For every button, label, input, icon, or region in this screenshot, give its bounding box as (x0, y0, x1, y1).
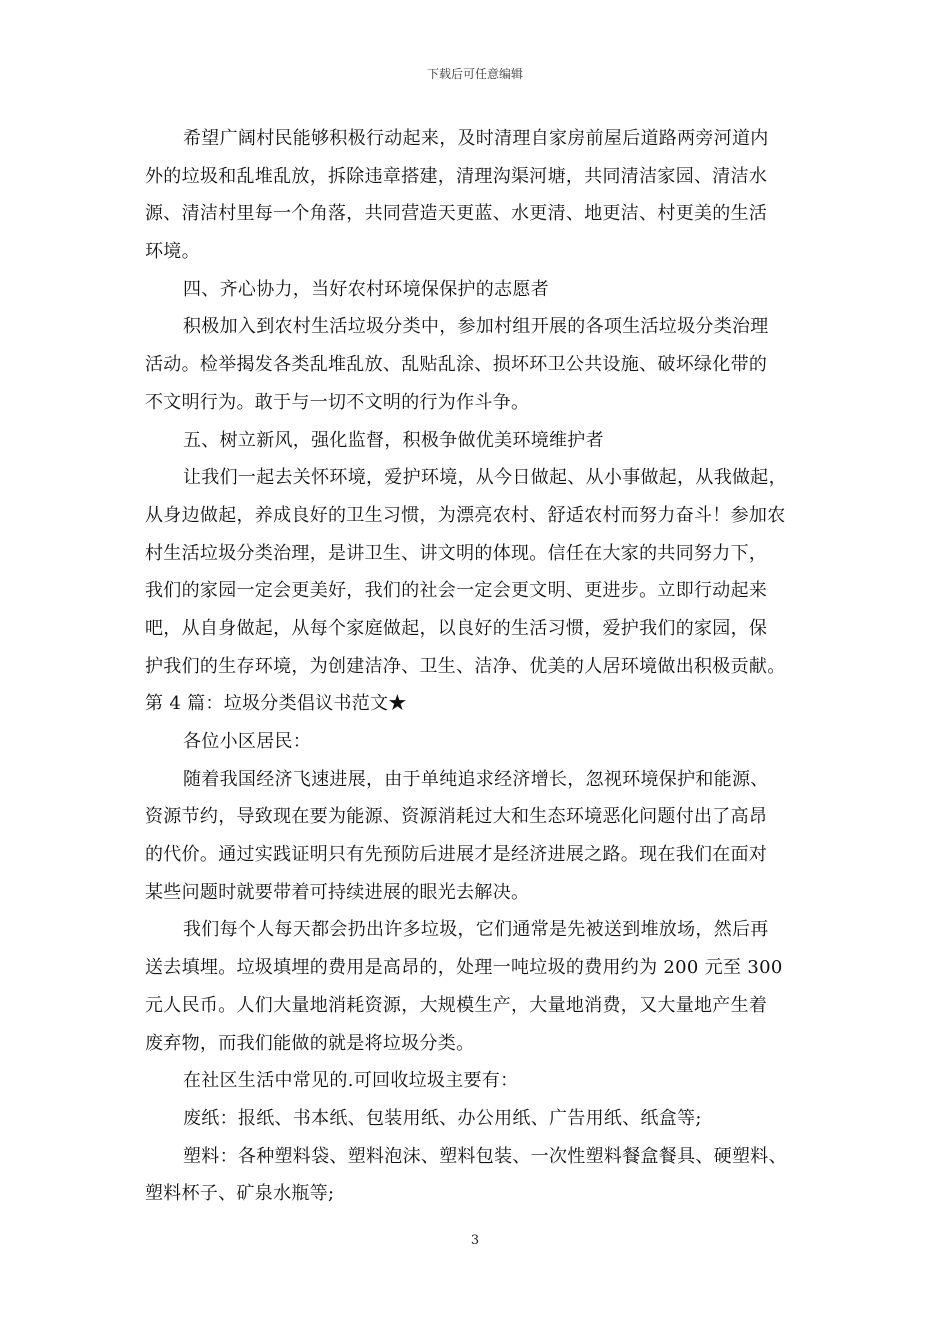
text-line: 随着我国经济飞速进展，由于单纯追求经济增长，忽视环境保护和能源、 (183, 768, 769, 790)
document-body (145, 120, 813, 1213)
text-line: 废弃物，而我们能做的就是将垃圾分类。 (145, 1032, 475, 1054)
page-number: 3 (470, 1233, 480, 1248)
text-line: 送去填埋。垃圾填埋的费用是高昂的，处理一吨垃圾的费用约为 200 元至 300 (145, 957, 783, 979)
text-line: 环境。 (145, 241, 200, 263)
text-line: 在社区生活中常见的.可回收垃圾主要有： (183, 1070, 519, 1092)
text-line: 外的垃圾和乱堆乱放，拆除违章搭建，清理沟渠河塘，共同清洁家园、清洁水 (145, 165, 768, 187)
text-line: 希望广阔村民能够积极行动起来，及时清理自家房前屋后道路两旁河道内 (183, 128, 769, 149)
text-line: 让我们一起去关怀环境，爱护环境，从今日做起、从小事做起，从我做起， (183, 467, 787, 489)
text-line: 某些问题时就要带着可持续进展的眼光去解决。 (145, 881, 530, 903)
text-line: 塑料：各种塑料袋、塑料泡沫、塑料包装、一次性塑料餐盒餐具、硬塑料、 (183, 1145, 787, 1167)
text-line: 的代价。通过实践证明只有先预防后进展才是经济进展之路。现在我们在面对 (145, 844, 768, 866)
text-line: 不文明行为。敢于与一切不文明的行为作斗争。 (145, 391, 530, 413)
page-header: 下载后可任意编辑 (426, 67, 523, 81)
text-line: 从身边做起，养成良好的卫生习惯，为漂亮农村、舒适农村而努力奋斗！参加农 (145, 504, 786, 526)
text-line: 我们每个人每天都会扔出许多垃圾，它们通常是先被送到堆放场，然后再 (183, 919, 769, 941)
text-line: 四、齐心协力，当好农村环境保保护的志愿者 (183, 278, 549, 300)
text-line: 护我们的生存环境，为创建洁净、卫生、洁净、优美的人居环境做出积极贡献。 (145, 655, 786, 677)
text-line: 活动。检举揭发各类乱堆乱放、乱贴乱涂、损坏环卫公共设施、破坏绿化带的 (145, 354, 768, 376)
text-line: 源、清洁村里每一个角落，共同营造天更蓝、水更清、地更洁、村更美的生活 (145, 203, 768, 225)
text-line: 塑料杯子、矿泉水瓶等; (145, 1183, 335, 1205)
text-line: 村生活垃圾分类治理，是讲卫生、讲文明的体现。信任在大家的共同努力下， (145, 542, 768, 564)
text-line: 资源节约，导致现在要为能源、资源消耗过大和生态环境恶化问题付出了高昂 (145, 806, 768, 828)
text-line: 各位小区居民： (183, 731, 312, 752)
text-line: 第 4 篇：垃圾分类倡议书范文★ (145, 693, 407, 715)
text-line: 积极加入到农村生活垃圾分类中，参加村组开展的各项生活垃圾分类治理 (183, 316, 769, 338)
text-line: 我们的家园一定会更美好，我们的社会一定会更文明、更进步。立即行动起来 (145, 580, 768, 602)
text-line: 吧，从自身做起，从每个家庭做起，以良好的生活习惯，爱护我们的家园，保 (145, 617, 768, 639)
text-line: 废纸：报纸、书本纸、包装用纸、办公用纸、广告用纸、纸盒等; (183, 1107, 702, 1129)
text-line: 五、树立新风，强化监督，积极争做优美环境维护者 (183, 429, 604, 451)
text-line: 元人民币。人们大量地消耗资源，大规模生产，大量地消费，又大量地产生着 (145, 994, 768, 1016)
